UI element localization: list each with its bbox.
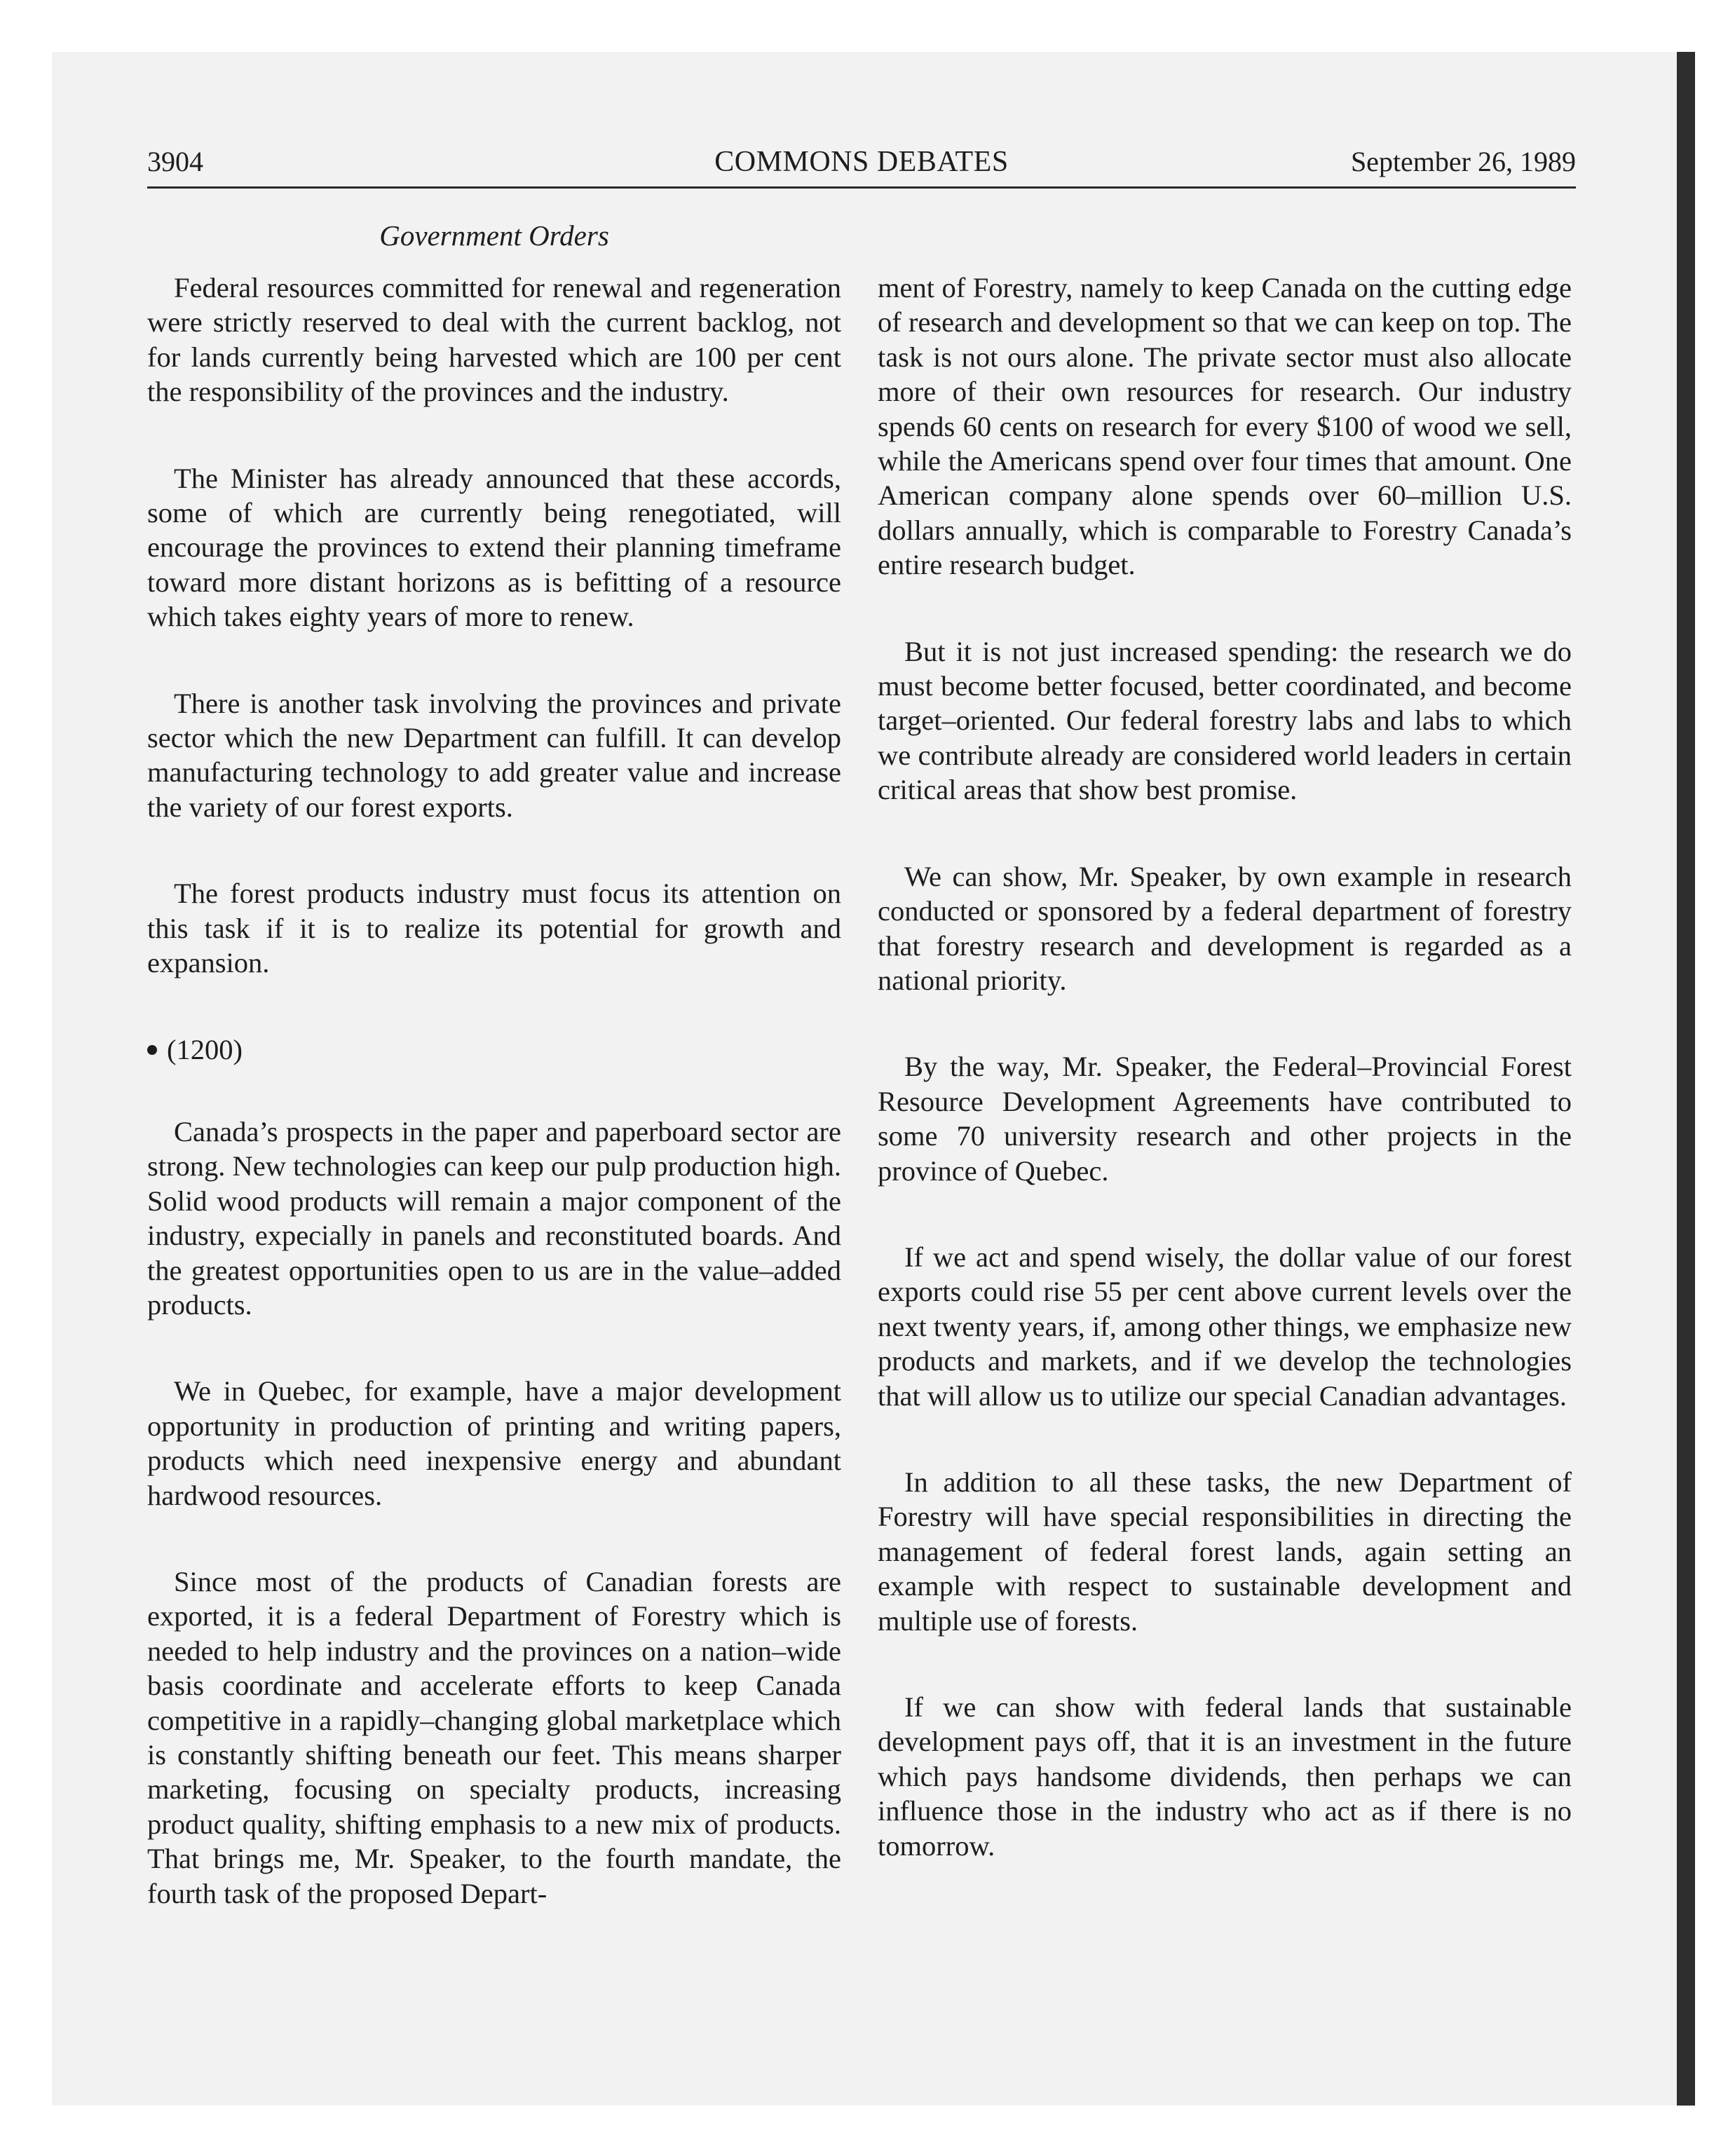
left-column <box>147 271 841 1963</box>
time-marker <box>147 1032 841 1067</box>
paragraph: Federal resources committed for renewal and regeneration were strictly reserved to deal with the current backlog, not for lands currently being harvested which are 100 per cent the responsibility of the provinces and the industry. <box>147 272 841 408</box>
paragraph: We in Quebec, for example, have a major development opportunity in production of printing and writing papers, products which need inexpensive energy and abundant hardwood resources. <box>147 1375 841 1511</box>
paragraph: We can show, Mr. Speaker, by own example in research conducted or sponsored by a federal department of forestry that forestry research and development is regarded as a national priority. <box>878 860 1572 996</box>
paragraph: Since most of the products of Canadian forests are exported, it is a federal Department of Forestry which is needed to help industry and the provinces on a nation–wide basis coordinate and accelerate efforts to keep Canada competitive in a rapidly–changing global marketplace which is constantly shifting beneath our feet. This means sharper marketing, focusing on specialty products, increasing product quality, shifting emphasis to a new mix of products. That brings me, Mr. Speaker, to the fourth mandate, the fourth task of the proposed Depart- <box>147 1565 841 1909</box>
header-rule <box>147 186 1576 189</box>
paragraph: The forest products industry must focus its attention on this task if it is to realize its potential for growth and expansion. <box>147 878 841 979</box>
paragraph: In addition to all these tasks, the new Department of Forestry will have special responsibilities in directing the management of federal forest lands, again setting an example with respect to sustainable development and multiple use of forests. <box>878 1466 1572 1637</box>
paragraph: By the way, Mr. Speaker, the Federal–Provincial Forest Resource Development Agreements have contributed to some 70 university research and other projects in the province of Quebec. <box>878 1051 1572 1187</box>
publication-date: September 26, 1989 <box>1350 146 1576 177</box>
paragraph: There is another task involving the provinces and private sector which the new Department can fulfill. It can develop manufacturing technology to add greater value and increase the variety of our forest exports. <box>147 687 841 823</box>
publication-title: COMMONS DEBATES <box>714 146 1009 178</box>
paragraph: ment of Forestry, namely to keep Canada on the cutting edge of research and development so that we can keep on top. The task is not ours alone. The private sector must also allocate more of their own resources for research. Our industry spends 60 cents on research for every $100 of wood we sell, while the Americans spend over four times that amount. One American company alone spends over 60–million U.S. dollars annually, which is comparable to Forestry Canada’s entire research budget. <box>878 272 1572 581</box>
time-marker-label: (1200) <box>167 1033 243 1065</box>
right-column <box>878 271 1572 1915</box>
page-number: 3904 <box>147 146 203 177</box>
bullet-icon <box>147 1045 157 1055</box>
scan-edge-shadow <box>1677 52 1695 2106</box>
section-title: Government Orders <box>379 219 609 252</box>
paragraph: If we act and spend wisely, the dollar value of our forest exports could rise 55 per cent above current levels over the next twenty years, if, among other things, we emphasize new products and markets, and if we develop the technologies that will allow us to utilize our special Canadian advantages. <box>878 1241 1572 1412</box>
paragraph: If we can show with federal lands that sustainable development pays off, that it is an investment in the future which pays handsome dividends, then perhaps we can influence those in the industry who act as if there is no tomorrow. <box>878 1691 1572 1862</box>
page-header <box>147 140 1576 184</box>
paragraph: The Minister has already announced that these accords, some of which are currently being renegotiated, will encourage the provinces to extend their planning timeframe toward more distant horizons as is befitting of a resource which takes eighty years of more to renew. <box>147 462 841 633</box>
paragraph: But it is not just increased spending: the research we do must become better focused, better coordinated, and become target–oriented. Our federal forestry labs and labs to which we contribute already are considered world leaders in certain critical areas that show best promise. <box>878 635 1572 806</box>
paragraph: Canada’s prospects in the paper and paperboard sector are strong. New technologies can keep our pulp production high. Solid wood products will remain a major component of the industry, expecially in panels and reconstituted boards. And the greatest opportunities open to us are in the value–added products. <box>147 1115 841 1321</box>
